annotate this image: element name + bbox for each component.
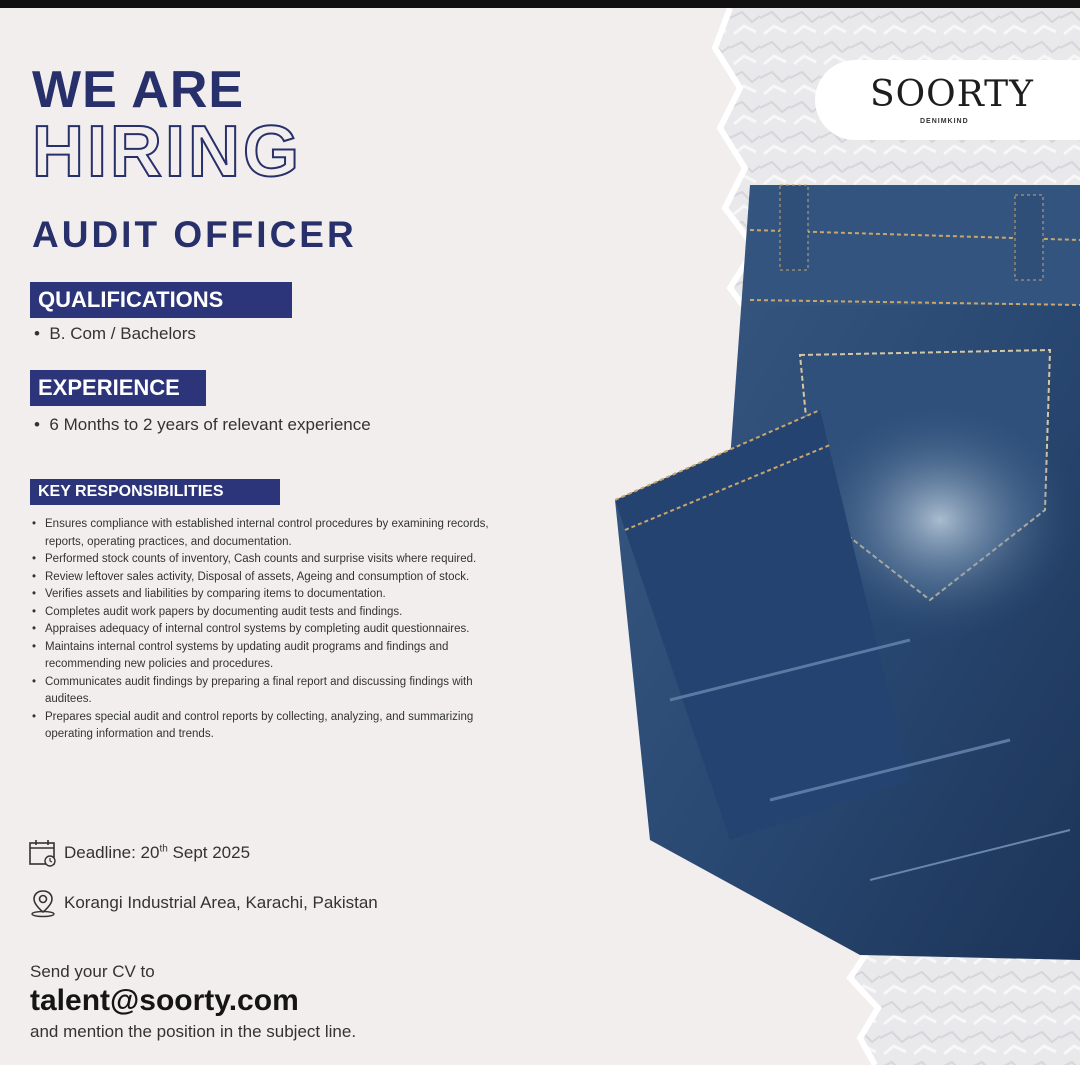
list-item: • Completes audit work papers by documenting audit tests and findings. — [30, 604, 510, 622]
send-cv-text: Send your CV to — [30, 962, 155, 981]
deadline-text — [64, 843, 250, 863]
list-item: • Performed stock counts of inventory, Cash counts and surprise visits where required. — [30, 551, 510, 569]
location-row — [28, 888, 378, 918]
experience-heading: EXPERIENCE — [30, 370, 206, 406]
list-item: • Maintains internal control systems by updating audit programs and findings and recommending new policies and procedures. — [30, 639, 510, 674]
experience-item: • 6 Months to 2 years of relevant experience — [34, 415, 371, 434]
list-item: • Communicates audit findings by preparing a final report and discussing findings with auditees. — [30, 674, 510, 709]
email-address: talent@soorty.com — [30, 984, 299, 1017]
location-pin-icon — [28, 888, 58, 918]
headline-we-are: WE ARE — [32, 61, 245, 119]
brand-tagline: DENIMKIND — [920, 118, 969, 125]
headline-hiring: HIRING — [32, 112, 302, 192]
job-title: AUDIT OFFICER — [32, 214, 357, 255]
list-item: • Prepares special audit and control reports by collecting, analyzing, and summarizing operating information and trends. — [30, 709, 510, 744]
brand-logo: SOORTY — [870, 74, 1034, 115]
top-border — [0, 0, 1080, 8]
responsibilities-heading: KEY RESPONSIBILITIES — [30, 479, 280, 505]
deadline-date: Sept 2025 — [167, 843, 251, 862]
jeans-image — [610, 180, 1080, 960]
experience-text: 6 Months to 2 years of relevant experience — [49, 415, 371, 434]
qualification-item: • B. Com / Bachelors — [34, 324, 196, 343]
list-item: • Review leftover sales activity, Disposal of assets, Ageing and consumption of stock. — [30, 569, 510, 587]
list-item: • Ensures compliance with established internal control procedures by examining records, reports, operating practices, and documentation. — [30, 516, 510, 551]
qualifications-heading: QUALIFICATIONS — [30, 282, 292, 318]
location-text: Korangi Industrial Area, Karachi, Pakistan — [64, 893, 378, 912]
list-item: • Verifies assets and liabilities by comparing items to documentation. — [30, 586, 510, 604]
calendar-icon — [28, 838, 58, 868]
deadline-suffix: th — [159, 843, 168, 855]
deadline-label: Deadline: 20 — [64, 843, 160, 862]
deadline-row — [28, 838, 250, 868]
list-item: • Appraises adequacy of internal control systems by completing audit questionnaires. — [30, 621, 510, 639]
qualification-text: B. Com / Bachelors — [49, 324, 196, 343]
responsibilities-list — [30, 516, 510, 744]
subject-line-note: and mention the position in the subject line. — [30, 1022, 357, 1041]
